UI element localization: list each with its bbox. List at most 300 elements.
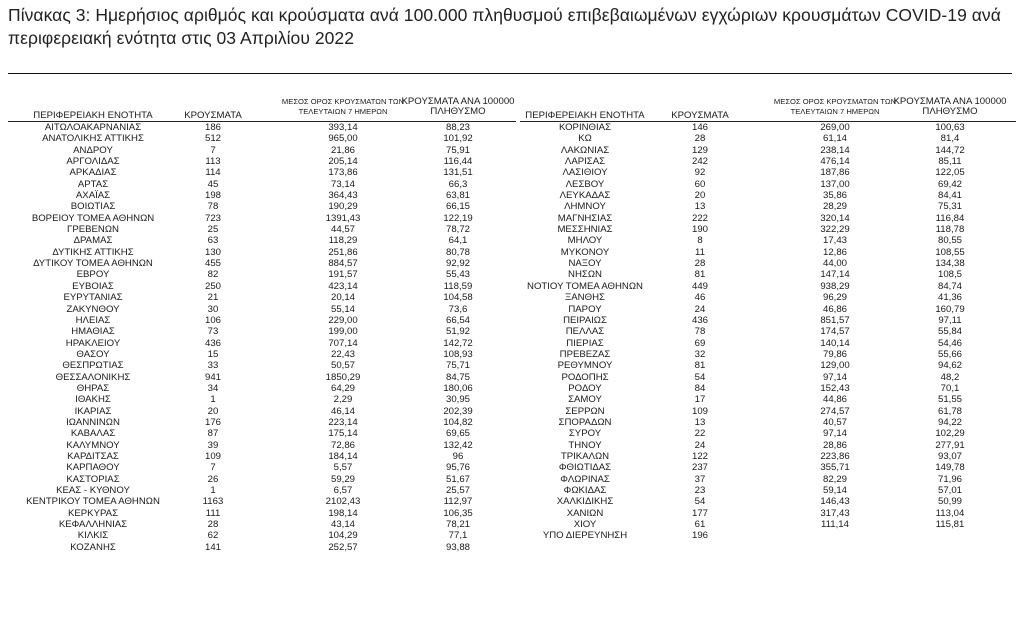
cell-per100k: 73,6 [448, 303, 468, 315]
cell-region: ΛΑΣΙΘΙΟΥ [562, 167, 608, 179]
cell-per100k: 95,76 [445, 462, 470, 474]
table-row [8, 122, 516, 133]
cell-avg7: 269,00 [820, 122, 850, 133]
cell-cases: 63 [207, 235, 219, 247]
table-row [8, 224, 516, 235]
cell-avg7: 140,14 [820, 337, 850, 349]
cell-region: ΜΑΓΝΗΣΙΑΣ [557, 212, 613, 224]
cell-cases: 198 [204, 190, 221, 202]
cell-region: ΚΩ [578, 133, 592, 145]
cell-region: ΝΗΣΩΝ [568, 269, 602, 281]
cell-avg7: 355,71 [820, 462, 850, 474]
cell-region: ΗΛΕΙΑΣ [75, 314, 111, 326]
cell-per100k: 94,62 [937, 360, 962, 372]
table-row [520, 451, 1016, 462]
cell-region: ΗΡΑΚΛΕΙΟΥ [65, 337, 121, 349]
cell-avg7: 20,14 [330, 292, 355, 304]
cell-avg7: 317,43 [820, 507, 850, 519]
cell-cases: 141 [204, 541, 221, 553]
cell-avg7: 111,14 [821, 519, 849, 531]
cell-per100k: 78,72 [445, 224, 470, 236]
cell-per100k: 55,43 [445, 269, 470, 281]
cell-avg7: 364,43 [328, 190, 358, 202]
table-row [8, 258, 516, 269]
header-region: ΠΕΡΙΦΕΡΕΙΑΚΗ ΕΝΟΤΗΤΑ [33, 110, 153, 121]
table-row [520, 508, 1016, 519]
cell-avg7: 50,57 [330, 360, 355, 372]
table-row [520, 338, 1016, 349]
cell-per100k: 41,36 [937, 292, 962, 304]
cell-per100k: 202,39 [443, 405, 473, 417]
cell-per100k: 50,99 [937, 496, 962, 508]
cell-per100k: 92,92 [445, 258, 470, 270]
cell-cases: 114 [205, 167, 221, 179]
cell-per100k: 75,71 [445, 360, 470, 372]
cell-cases: 34 [207, 382, 219, 394]
cell-region: ΦΛΩΡΙΝΑΣ [560, 473, 610, 485]
table-row [520, 292, 1016, 303]
cell-region: ΔΥΤΙΚΟΥ ΤΟΜΕΑ ΑΘΗΝΩΝ [33, 258, 153, 270]
cell-region: ΘΑΣΟΥ [76, 348, 110, 360]
cell-cases: 61 [694, 519, 706, 531]
table-row [520, 372, 1016, 383]
cell-region: ΛΗΜΝΟΥ [564, 201, 606, 213]
cell-cases: 222 [691, 212, 708, 224]
table-row [8, 485, 516, 496]
table-row [8, 349, 516, 360]
table-row [520, 360, 1016, 371]
table-row [520, 349, 1016, 360]
cell-region: ΠΑΡΟΥ [568, 303, 602, 315]
cell-per100k: 106,35 [443, 507, 473, 519]
table-row [520, 281, 1016, 292]
table-row [520, 326, 1016, 337]
cell-cases: 28 [694, 258, 706, 270]
cell-cases: 455 [204, 258, 221, 270]
cell-per100k: 277,91 [935, 439, 965, 451]
cell-per100k: 102,29 [935, 428, 965, 440]
cell-region: ΠΕΛΛΑΣ [565, 326, 605, 338]
table-row [8, 474, 516, 485]
cell-cases: 17 [694, 394, 706, 406]
cell-per100k: 104,82 [443, 416, 473, 428]
cell-per100k: 84,75 [445, 371, 470, 383]
left-table-body [8, 122, 516, 553]
cell-cases: 186 [204, 122, 221, 133]
cell-avg7: 5,57 [333, 462, 353, 474]
cell-avg7: 137,00 [820, 178, 850, 190]
cell-cases: 69 [694, 337, 706, 349]
cell-region: ΔΡΑΜΑΣ [73, 235, 113, 247]
cell-avg7: 175,14 [328, 428, 358, 440]
cell-avg7: 198,14 [328, 507, 358, 519]
cell-cases: 196 [691, 530, 708, 542]
cell-cases: 26 [207, 473, 219, 485]
cell-cases: 1163 [202, 496, 224, 508]
cell-avg7: 61,14 [822, 133, 847, 145]
table-row [8, 451, 516, 462]
table-row [8, 417, 516, 428]
cell-cases: 113 [205, 156, 221, 168]
cell-per100k: 85,11 [938, 156, 962, 168]
cell-region: ΝΟΤΙΟΥ ΤΟΜΕΑ ΑΘΗΝΩΝ [527, 280, 643, 292]
cell-per100k: 55,66 [937, 348, 962, 360]
cell-region: ΒΟΙΩΤΙΑΣ [70, 201, 116, 213]
cell-region: ΚΕΝΤΡΙΚΟΥ ΤΟΜΕΑ ΑΘΗΝΩΝ [26, 496, 160, 508]
table-row [520, 224, 1016, 235]
cell-region: ΗΜΑΘΙΑΣ [71, 326, 115, 338]
cell-cases: 23 [694, 485, 706, 496]
cell-region: ΠΕΙΡΑΙΩΣ [563, 314, 607, 326]
cell-per100k: 104,58 [443, 292, 473, 304]
cell-per100k: 30,95 [445, 394, 470, 406]
cell-avg7: 251,86 [328, 246, 358, 258]
cell-per100k: 66,3 [448, 178, 468, 190]
cell-region: ΦΩΚΙΔΑΣ [563, 485, 607, 496]
cell-avg7: 72,86 [330, 439, 355, 451]
table-row [8, 338, 516, 349]
cell-avg7: 43,14 [330, 519, 355, 531]
cell-cases: 129 [691, 144, 708, 156]
cell-per100k: 84,74 [937, 280, 962, 292]
cell-per100k: 70,1 [940, 382, 960, 394]
cell-avg7: 1391,43 [325, 212, 361, 224]
cell-avg7: 46,14 [330, 405, 355, 417]
cell-per100k: 54,46 [937, 337, 962, 349]
table-row [520, 179, 1016, 190]
cell-avg7: 46,86 [822, 303, 847, 315]
table-row [520, 156, 1016, 167]
cell-avg7: 476,14 [820, 156, 850, 168]
cell-region: ΧΑΛΚΙΔΙΚΗΣ [556, 496, 614, 508]
cell-per100k: 48,2 [940, 371, 960, 383]
cell-cases: 109 [204, 450, 221, 462]
cell-avg7: 423,14 [328, 280, 358, 292]
right-table-body [520, 122, 1016, 542]
cell-cases: 13 [694, 201, 706, 213]
cell-per100k: 115,81 [935, 519, 965, 531]
cell-avg7: 28,86 [822, 439, 847, 451]
table-caption: Πίνακας 3: Ημερήσιος αριθμός και κρούσματα ανά 100.000 πληθυσμού επιβεβαιωμένων εγχώριων κρουσμάτων COVID-19 ανά περιφερειακή ενότητα στις 03 Απριλίου 2022 [8, 5, 1001, 48]
header-cases: ΚΡΟΥΣΜΑΤΑ [671, 110, 729, 121]
cell-region: ΥΠΟ ΔΙΕΡΕΥΝΗΣΗ [542, 530, 628, 542]
cell-per100k: 66,54 [445, 314, 470, 326]
cell-cases: 78 [694, 326, 706, 338]
cell-cases: 22 [694, 428, 706, 440]
cell-per100k: 116,84 [935, 212, 965, 224]
cell-avg7: 97,14 [822, 371, 847, 383]
cell-region: ΙΘΑΚΗΣ [75, 394, 111, 406]
cell-region: ΕΒΡΟΥ [76, 269, 110, 281]
cell-per100k: 81,4 [940, 133, 960, 145]
cell-cases: 1 [210, 394, 216, 406]
cell-avg7: 35,86 [822, 190, 847, 202]
cell-cases: 73 [207, 326, 219, 338]
cell-region: ΝΑΞΟΥ [568, 258, 602, 270]
cell-region: ΜΕΣΣΗΝΙΑΣ [557, 224, 613, 236]
cell-avg7: 184,14 [328, 450, 358, 462]
cell-avg7: 147,14 [820, 269, 850, 281]
cell-per100k: 108,5 [937, 269, 962, 281]
cell-cases: 81 [694, 360, 706, 372]
cell-region: ΖΑΚΥΝΘΟΥ [66, 303, 120, 315]
cell-per100k: 69,65 [445, 428, 470, 440]
cell-region: ΙΚΑΡΙΑΣ [74, 405, 112, 417]
cell-region: ΛΑΚΩΝΙΑΣ [560, 144, 610, 156]
cell-cases: 7 [210, 462, 216, 474]
left-table [8, 96, 516, 553]
cell-per100k: 88,23 [445, 122, 470, 133]
cell-region: ΚΑΡΠΑΘΟΥ [66, 462, 120, 474]
cell-cases: 24 [694, 439, 706, 451]
cell-cases: 242 [691, 156, 708, 168]
cell-region: ΣΕΡΡΩΝ [565, 405, 605, 417]
cell-cases: 39 [207, 439, 219, 451]
cell-region: ΜΥΚΟΝΟΥ [560, 246, 610, 258]
cell-per100k: 25,57 [445, 485, 470, 496]
table-row [520, 462, 1016, 473]
cell-region: ΧΑΝΙΩΝ [566, 507, 604, 519]
cell-cases: 20 [207, 405, 219, 417]
header-avg7: ΜΕΣΟΣ ΟΡΟΣ ΚΡΟΥΣΜΑΤΩΝ ΤΩΝ ΤΕΛΕΥΤΑΙΩΝ 7 ΗΜΕΡΩΝ [281, 97, 405, 116]
cell-avg7: 6,57 [333, 485, 353, 496]
top-rule [8, 73, 1012, 74]
cell-avg7: 44,57 [330, 224, 355, 236]
cell-avg7: 59,14 [822, 485, 847, 496]
cell-avg7: 965,00 [328, 133, 358, 145]
cell-per100k: 80,55 [937, 235, 962, 247]
cell-per100k: 149,78 [935, 462, 965, 474]
cell-region: ΦΘΙΩΤΙΔΑΣ [558, 462, 612, 474]
table-row [8, 440, 516, 451]
cell-per100k: 142,72 [443, 337, 473, 349]
cell-cases: 11 [695, 246, 705, 258]
cell-avg7: 79,86 [822, 348, 847, 360]
table-row [8, 406, 516, 417]
cell-cases: 237 [691, 462, 708, 474]
cell-per100k: 118,59 [443, 280, 473, 292]
cell-avg7: 884,57 [328, 258, 358, 270]
cell-region: ΑΧΑΪΑΣ [75, 190, 111, 202]
cell-per100k: 57,01 [937, 485, 962, 496]
cell-cases: 37 [694, 473, 706, 485]
cell-avg7: 1850,29 [325, 371, 361, 383]
cell-region: ΓΡΕΒΕΝΩΝ [67, 224, 119, 236]
cell-cases: 28 [694, 133, 706, 145]
right-table [520, 96, 1016, 542]
table-row [520, 496, 1016, 507]
cell-per100k: 100,63 [935, 122, 965, 133]
cell-region: ΤΡΙΚΑΛΩΝ [560, 450, 610, 462]
table-row [8, 213, 516, 224]
cell-per100k: 108,93 [443, 348, 473, 360]
cell-per100k: 61,78 [937, 405, 962, 417]
cell-region: ΕΥΡΥΤΑΝΙΑΣ [63, 292, 123, 304]
cell-cases: 176 [204, 416, 221, 428]
cell-avg7: 55,14 [330, 303, 355, 315]
table-row [520, 485, 1016, 496]
cell-cases: 436 [691, 314, 708, 326]
cell-cases: 111 [205, 507, 221, 519]
cell-avg7: 322,29 [820, 224, 850, 236]
table-row [8, 304, 516, 315]
cell-per100k: 80,78 [445, 246, 470, 258]
table-row [520, 383, 1016, 394]
cell-cases: 146 [691, 122, 708, 133]
cell-avg7: 59,29 [330, 473, 355, 485]
cell-per100k: 78,21 [445, 519, 470, 531]
table-row [520, 474, 1016, 485]
cell-per100k: 132,42 [443, 439, 473, 451]
cell-cases: 190 [691, 224, 708, 236]
cell-avg7: 40,57 [822, 416, 847, 428]
cell-cases: 82 [207, 269, 219, 281]
table-row [520, 417, 1016, 428]
cell-cases: 449 [691, 280, 708, 292]
cell-region: ΛΕΣΒΟΥ [565, 178, 605, 190]
cell-per100k: 180,06 [443, 382, 473, 394]
cell-per100k: 101,92 [443, 133, 473, 145]
table-row [8, 519, 516, 530]
cell-region: ΒΟΡΕΙΟΥ ΤΟΜΕΑ ΑΘΗΝΩΝ [31, 212, 155, 224]
cell-region: ΡΕΘΥΜΝΟΥ [557, 360, 613, 372]
table-row [8, 235, 516, 246]
table-row [520, 122, 1016, 133]
table-row [8, 133, 516, 144]
table-row [520, 258, 1016, 269]
cell-cases: 45 [207, 178, 219, 190]
table-row [8, 326, 516, 337]
cell-per100k: 64,1 [448, 235, 468, 247]
table-row [8, 179, 516, 190]
cell-avg7: 82,29 [822, 473, 847, 485]
cell-cases: 177 [691, 507, 708, 519]
cell-avg7: 851,57 [820, 314, 850, 326]
cell-avg7: 44,86 [822, 394, 847, 406]
table-row [8, 167, 516, 178]
cell-cases: 25 [207, 224, 219, 236]
cell-region: ΑΡΚΑΔΙΑΣ [69, 167, 117, 179]
cell-per100k: 144,72 [935, 144, 965, 156]
cell-per100k: 51,92 [445, 326, 470, 338]
table-row [520, 315, 1016, 326]
cell-avg7: 223,86 [820, 450, 850, 462]
cell-avg7: 393,14 [328, 122, 358, 133]
cell-per100k: 122,05 [935, 167, 965, 179]
cell-avg7: 187,86 [820, 167, 850, 179]
cell-region: ΛΑΡΙΣΑΣ [564, 156, 606, 168]
cell-avg7: 174,57 [820, 326, 850, 338]
cell-avg7: 17,43 [822, 235, 847, 247]
cell-cases: 106 [204, 314, 221, 326]
table-row [8, 292, 516, 303]
cell-per100k: 84,41 [937, 190, 962, 202]
cell-region: ΘΕΣΠΡΩΤΙΑΣ [62, 360, 124, 372]
right-table-header [520, 96, 1016, 121]
cell-avg7: 938,29 [820, 280, 850, 292]
cell-per100k: 75,31 [937, 201, 962, 213]
cell-per100k: 108,55 [935, 246, 965, 258]
cell-per100k: 116,44 [443, 156, 473, 168]
cell-per100k: 131,51 [443, 167, 473, 179]
cell-region: ΧΙΟΥ [573, 519, 597, 531]
cell-region: ΑΝΔΡΟΥ [73, 144, 113, 156]
table-row [520, 519, 1016, 530]
table-row [8, 360, 516, 371]
cell-per100k: 93,07 [937, 450, 962, 462]
table-row [520, 530, 1016, 541]
header-region: ΠΕΡΙΦΕΡΕΙΑΚΗ ΕΝΟΤΗΤΑ [525, 110, 645, 121]
cell-avg7: 129,00 [820, 360, 850, 372]
cell-region: ΚΑΒΑΛΑΣ [70, 428, 116, 440]
table-row [8, 372, 516, 383]
cell-per100k: 134,38 [935, 258, 965, 270]
table-row [520, 440, 1016, 451]
table-row [8, 315, 516, 326]
header-avg7: ΜΕΣΟΣ ΟΡΟΣ ΚΡΟΥΣΜΑΤΩΝ ΤΩΝ ΤΕΛΕΥΤΑΙΩΝ 7 ΗΜΕΡΩΝ [773, 97, 897, 116]
table-row [520, 269, 1016, 280]
cell-avg7: 2102,43 [325, 496, 361, 508]
cell-cases: 21 [207, 292, 219, 304]
cell-region: ΔΥΤΙΚΗΣ ΑΤΤΙΚΗΣ [52, 246, 134, 258]
cell-cases: 250 [204, 280, 221, 292]
cell-cases: 512 [204, 133, 221, 145]
cell-avg7: 707,14 [328, 337, 358, 349]
cell-per100k: 113,04 [935, 507, 965, 519]
cell-avg7: 223,14 [328, 416, 358, 428]
table-row [8, 542, 516, 553]
cell-cases: 20 [694, 190, 706, 202]
left-table-header [8, 96, 516, 121]
table-row [520, 201, 1016, 212]
cell-region: ΙΩΑΝΝΙΝΩΝ [66, 416, 120, 428]
cell-cases: 13 [694, 416, 706, 428]
table-row [8, 462, 516, 473]
cell-cases: 941 [204, 371, 221, 383]
table-row [520, 145, 1016, 156]
cell-region: ΚΑΛΥΜΝΟΥ [66, 439, 120, 451]
cell-avg7: 28,29 [822, 201, 847, 213]
cell-cases: 723 [204, 212, 221, 224]
table-row [520, 167, 1016, 178]
cell-region: ΕΥΒΟΙΑΣ [72, 280, 114, 292]
cell-region: ΚΟΡΙΝΘΙΑΣ [558, 122, 612, 133]
cell-cases: 87 [207, 428, 219, 440]
cell-per100k: 51,67 [445, 473, 470, 485]
cell-per100k: 71,96 [937, 473, 962, 485]
cell-avg7: 152,43 [820, 382, 850, 394]
cell-region: ΚΕΦΑΛΛΗΝΙΑΣ [58, 519, 128, 531]
cell-region: ΚΑΡΔΙΤΣΑΣ [67, 450, 119, 462]
cell-cases: 436 [204, 337, 221, 349]
cell-region: ΑΙΤΩΛΟΑΚΑΡΝΑΝΙΑΣ [44, 122, 142, 133]
cell-region: ΡΟΔΟΠΗΣ [561, 371, 609, 383]
table-row [8, 281, 516, 292]
cell-cases: 81 [694, 269, 706, 281]
cell-region: ΤΗΝΟΥ [568, 439, 602, 451]
cell-cases: 122 [691, 450, 708, 462]
cell-per100k: 97,11 [938, 314, 962, 326]
cell-cases: 54 [694, 371, 706, 383]
cell-avg7: 252,57 [328, 541, 358, 553]
cell-cases: 24 [694, 303, 706, 315]
cell-per100k: 55,84 [937, 326, 962, 338]
cell-avg7: 229,00 [328, 314, 358, 326]
table-row [8, 496, 516, 507]
cell-region: ΣΑΜΟΥ [568, 394, 602, 406]
cell-region: ΠΡΕΒΕΖΑΣ [559, 348, 611, 360]
cell-cases: 28 [207, 519, 219, 531]
